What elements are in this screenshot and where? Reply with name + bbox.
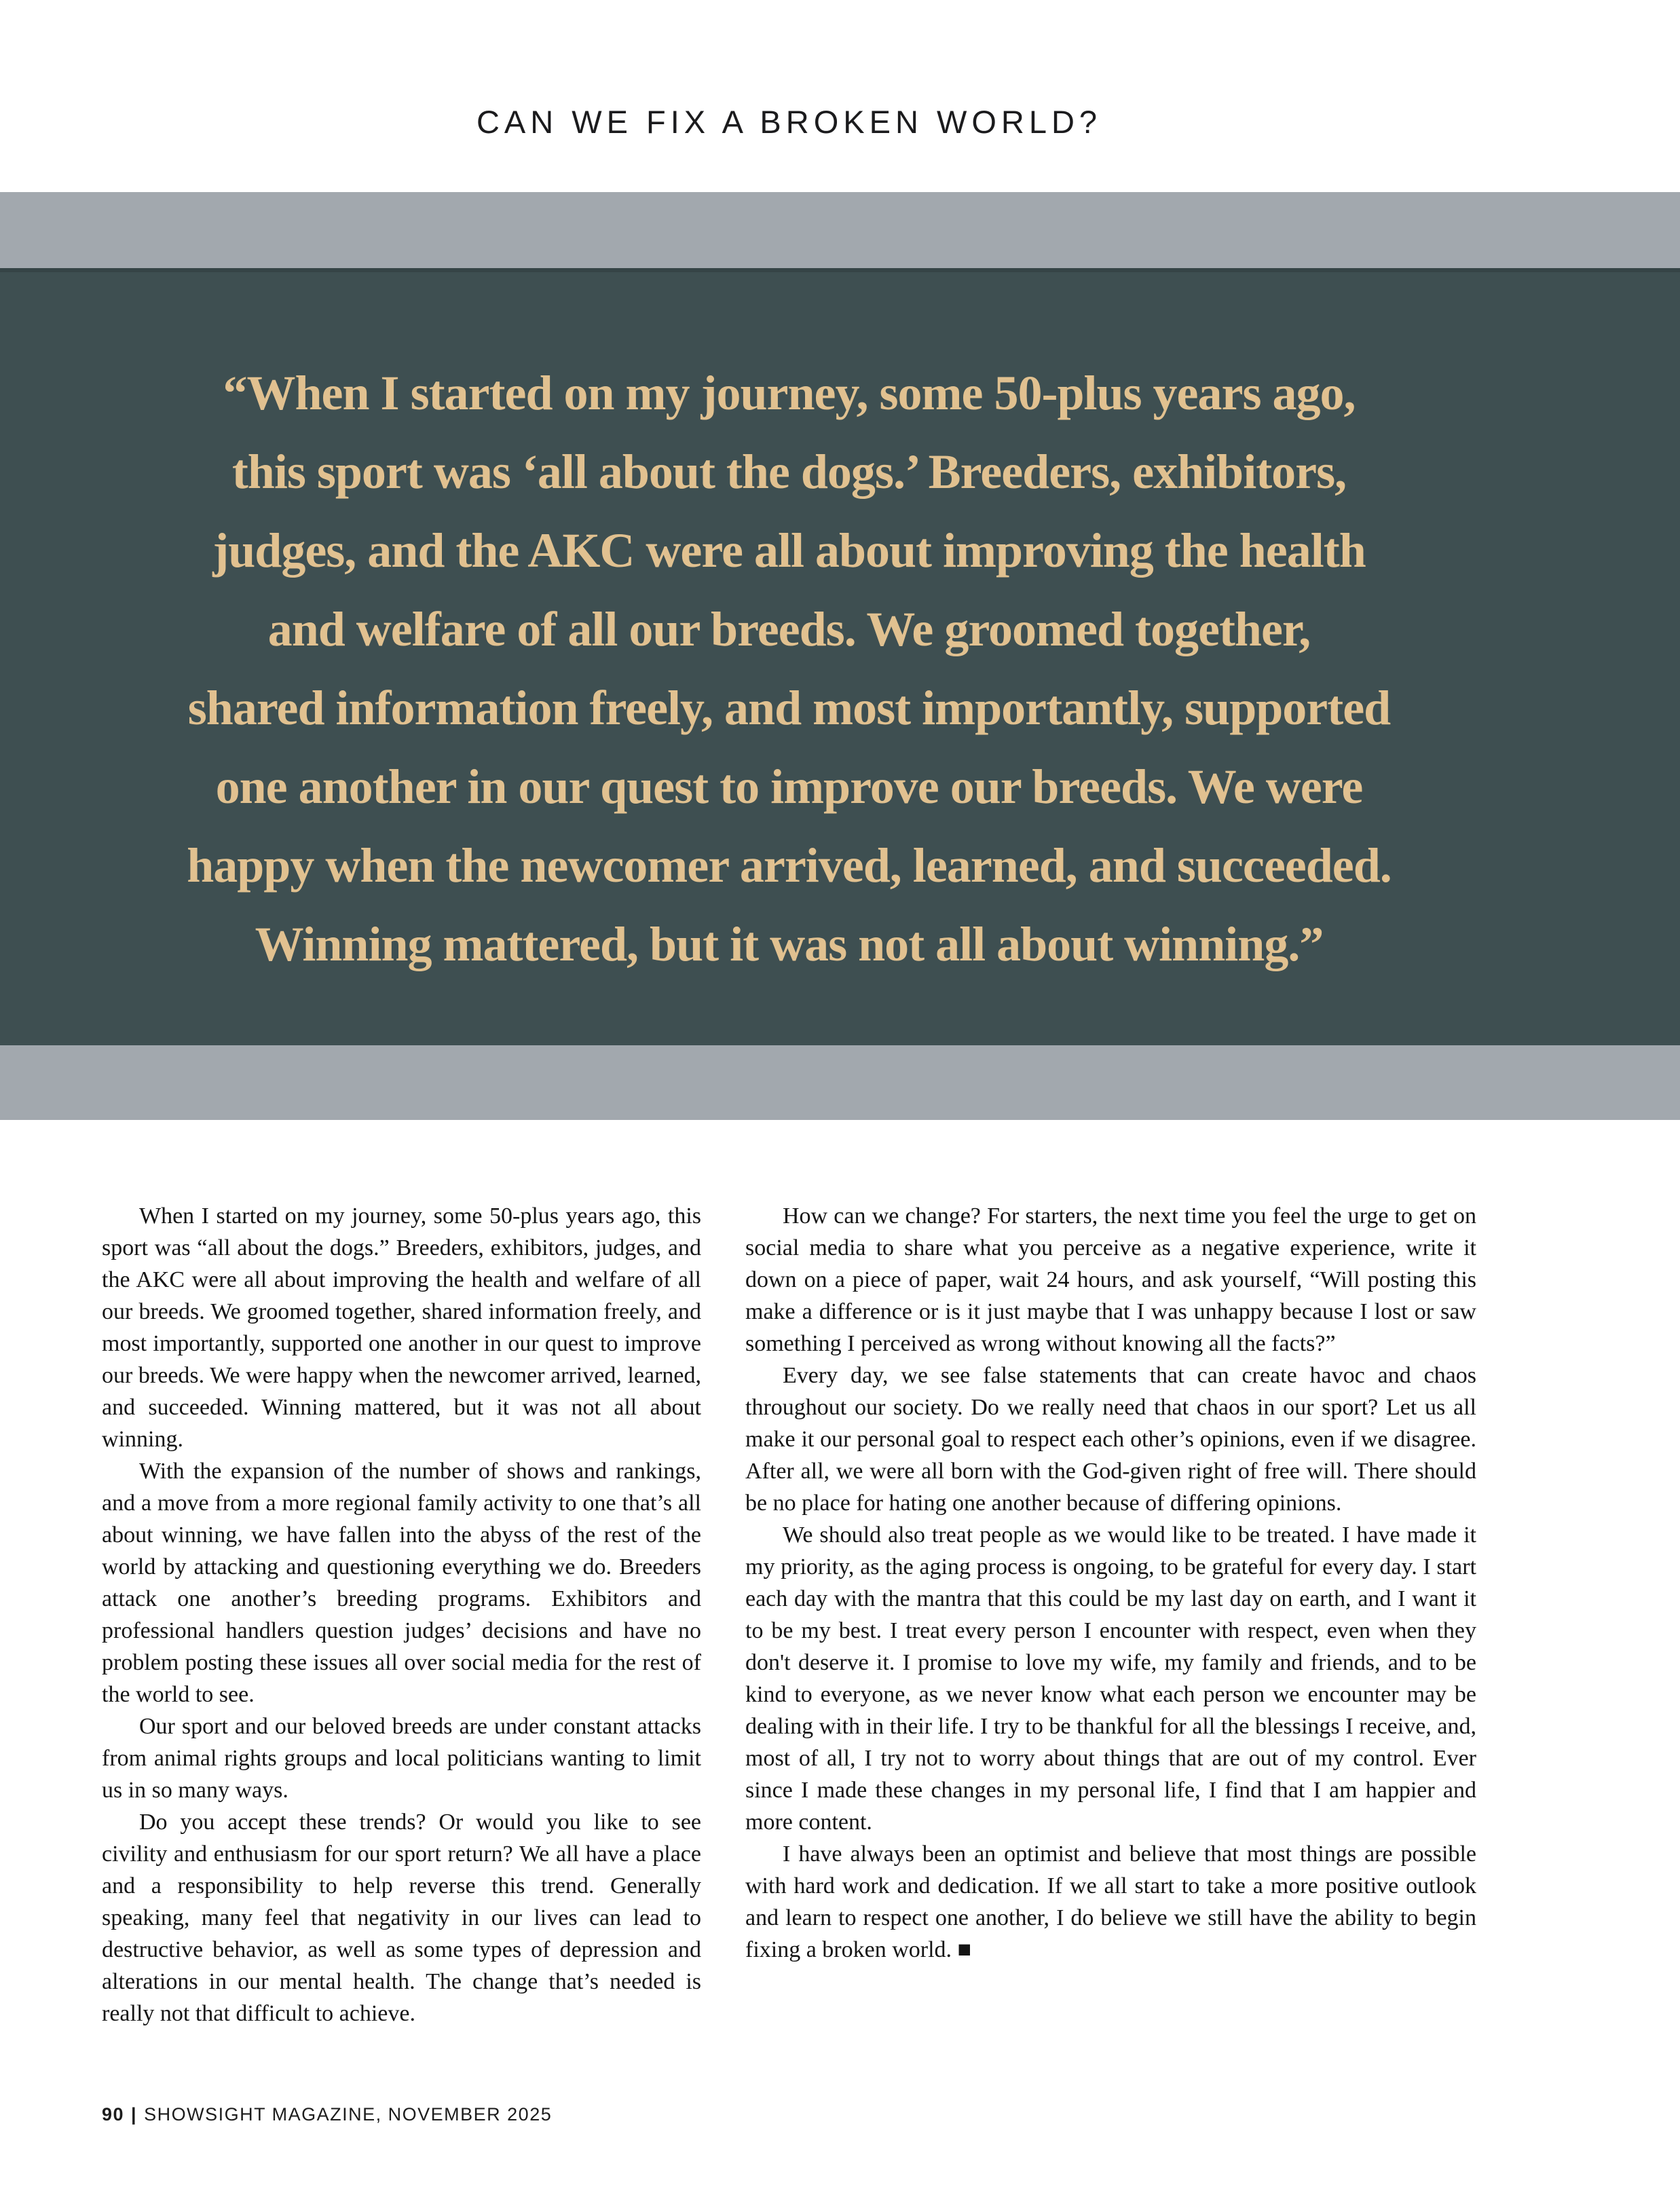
pull-quote-line: this sport was ‘all about the dogs.’ Breeders, exhibitors, [231,445,1347,499]
top-gray-band [0,192,1680,268]
page-number: 90 [102,2104,125,2125]
pull-quote-line: judges, and the AKC were all about improving the health [212,523,1366,578]
paragraph: I have always been an optimist and believe that most things are possible with hard work and dedication. If we all start to take a more positive outlook and learn to respect one another, I do believe we still have the ability to begin fixing a broken world. ■ [745,1841,1476,1962]
right-column [745,1200,1476,2029]
paragraph: Do you accept these trends? Or would you like to see civility and enthusiasm for our sport return? We all have a place and a responsibility to help reverse this trend. Generally speaking, many feel that negativity in our lives can lead to destructive behavior, as well as some types of depression and alterations in our mental health. The change that’s needed is really not that difficult to achieve. [102,1810,701,2026]
page-footer [102,2104,552,2125]
pull-quote-line: Winning mattered, but it was not all about winning.” [255,917,1324,971]
footer-separator: | [131,2104,138,2125]
article-body [102,1200,1476,2029]
pull-quote-block [0,268,1680,1045]
pull-quote-line: happy when the newcomer arrived, learned, and succeeded. [187,838,1392,893]
bottom-gray-band [0,1045,1680,1120]
pull-quote-line: shared information freely, and most importantly, supported [187,681,1391,735]
pull-quote [0,272,1680,984]
pull-quote-line: and welfare of all our breeds. We groomed together, [267,602,1311,656]
paragraph: When I started on my journey, some 50-plus years ago, this sport was “all about the dogs.” Breeders, exhibitors, judges, and the AKC were all about improving the health and welfare of all our breeds. We groomed together, shared information freely, and most importantly, supported one another in our quest to improve our breeds. We were happy when the newcomer arrived, learned, and succeeded. Winning mattered, but it was not all about winning. [102,1203,701,1452]
paragraph: We should also treat people as we would like to be treated. I have made it my priority, as the aging process is ongoing, to be grateful for every day. I start each day with the mantra that this could be my last day on earth, and I want it to be my best. I treat every person I encounter with respect, even when they don't deserve it. I promise to love my wife, my family and friends, and to be kind to everyone, as we never know what each person we encounter may be dealing with in their life. I try to be thankful for all the blessings I receive, and, most of all, I try not to worry about things that are out of my control. Ever since I made these changes in my personal life, I find that I am happier and more content. [745,1522,1476,1835]
pull-quote-line: one another in our quest to improve our breeds. We were [215,760,1363,814]
pull-quote-line: “When I started on my journey, some 50-plus years ago, [223,366,1356,420]
paragraph: With the expansion of the number of shows and rankings, and a move from a more regional family activity to one that’s all about winning, we have fallen into the abyss of the rest of the world by attacking and questioning everything we do. Breeders attack one another’s breeding programs. Exhibitors and professional handlers question judges’ decisions and have no problem posting these issues all over social media for the rest of the world to see. [102,1459,701,1707]
paragraph: Every day, we see false statements that can create havoc and chaos throughout our society. Do we really need that chaos in our sport? Let us all make it our personal goal to respect each other’s opinions, even if we disagree. After all, we were all born with the God-given right of free will. There should be no place for hating one another because of differing opinions. [745,1363,1476,1516]
paragraph: Our sport and our beloved breeds are under constant attacks from animal rights groups and local politicians wanting to limit us in so many ways. [102,1714,701,1803]
page-title: CAN WE FIX A BROKEN WORLD? [476,104,1102,140]
magazine-name: SHOWSIGHT MAGAZINE, NOVEMBER 2025 [144,2104,553,2125]
left-column [102,1200,701,2029]
paragraph: How can we change? For starters, the next time you feel the urge to get on social media to share what you perceive as a negative experience, write it down on a piece of paper, wait 24 hours, and ask yourself, “Will posting this make a difference or is it just maybe that I was unhappy because I lost or saw something I perceived as wrong without knowing all the facts?” [745,1203,1476,1356]
